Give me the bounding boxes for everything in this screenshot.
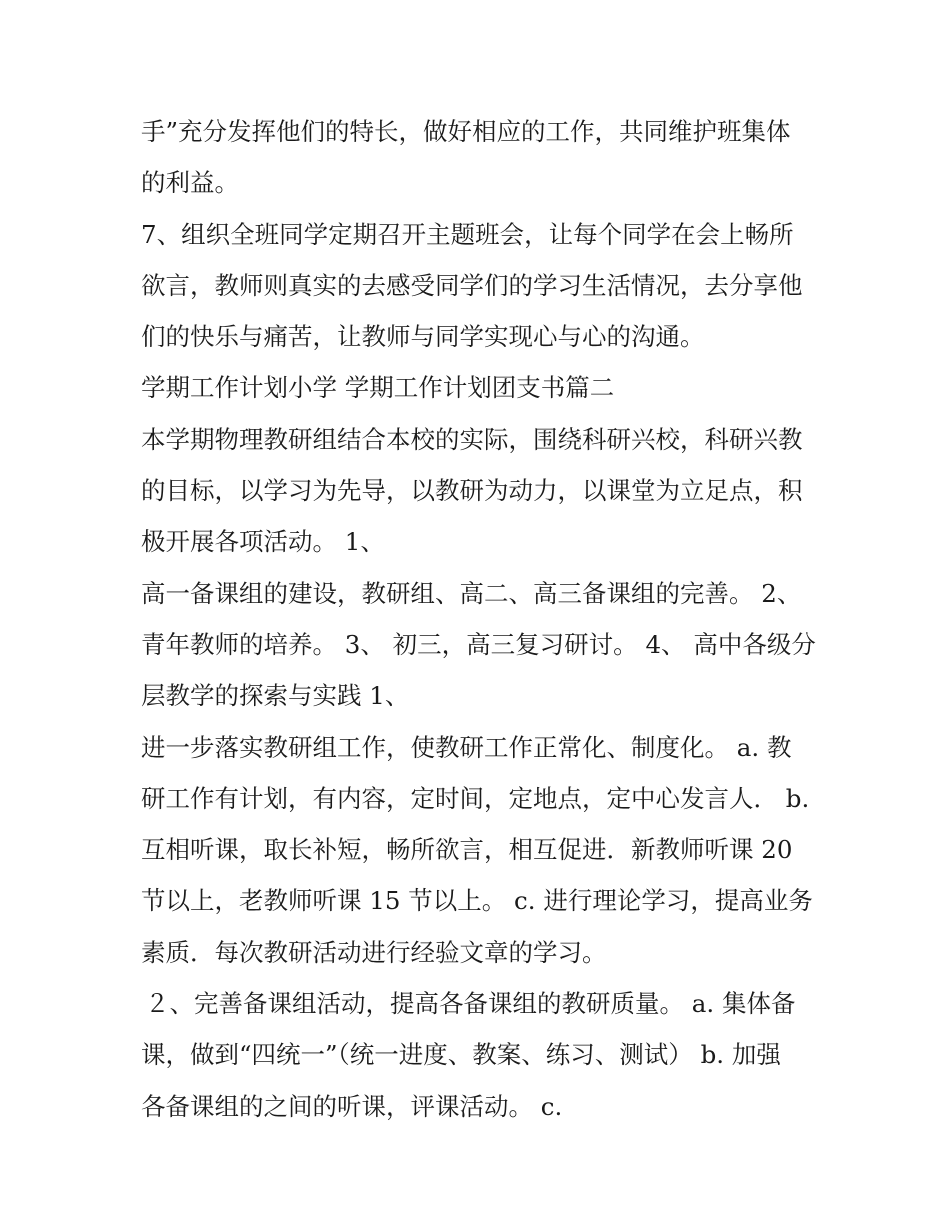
text-line: 手”充分发挥他们的特长，做好相应的工作，共同维护班集体 (141, 117, 791, 146)
text-line: 各备课组的之间的听课，评课活动。 c. (141, 1091, 563, 1121)
document-body (141, 106, 821, 1132)
text-line: 的目标，以学习为先导，以教研为动力，以课堂为立足点，积 (141, 476, 803, 506)
text-line: 极开展各项活动。 1、 (141, 527, 385, 557)
text-line: 青年教师的培养。 3、 初三，高三复习研讨。 4、 高中各级分 (141, 629, 816, 659)
text-line: 课，做到“四统一”（统一进度、教案、练习、测试） b. 加强 (141, 1040, 781, 1070)
text-line: 层教学的探索与实践 1、 (141, 681, 410, 711)
text-line: 节以上，老教师听课 15 节以上。 c. 进行理论学习，提高业务 (141, 886, 813, 916)
text-line: 本学期物理教研组结合本校的实际，围绕科研兴校，科研兴教 (141, 424, 803, 454)
text-line: 研工作有计划，有内容，定时间，定地点，定中心发言人． b. (141, 783, 810, 813)
text-line: 7、组织全班同学定期召开主题班会，让每个同学在会上畅所 (141, 219, 794, 249)
section-heading: 学期工作计划小学 学期工作计划团支书篇二 (141, 373, 615, 403)
text-line: 的利益。 (141, 168, 239, 198)
text-line: 素质．每次教研活动进行经验文章的学习。 (141, 937, 607, 967)
text-line: 互相听课，取长补短，畅所欲言，相互促进．新教师听课 20 (141, 835, 793, 865)
text-line: 进一步落实教研组工作，使教研工作正常化、制度化。 a. 教 (141, 732, 792, 762)
text-line: 欲言，教师则真实的去感受同学们的学习生活情况，去分享他 (141, 270, 803, 300)
text-line: 高一备课组的建设，教研组、高二、高三备课组的完善。 2、 (141, 578, 802, 608)
text-line: 们的快乐与痛苦，让教师与同学实现心与心的沟通。 (141, 322, 705, 352)
text-line: ２、完善备课组活动，提高各备课组的教研质量。 a. 集体备 (145, 989, 796, 1019)
